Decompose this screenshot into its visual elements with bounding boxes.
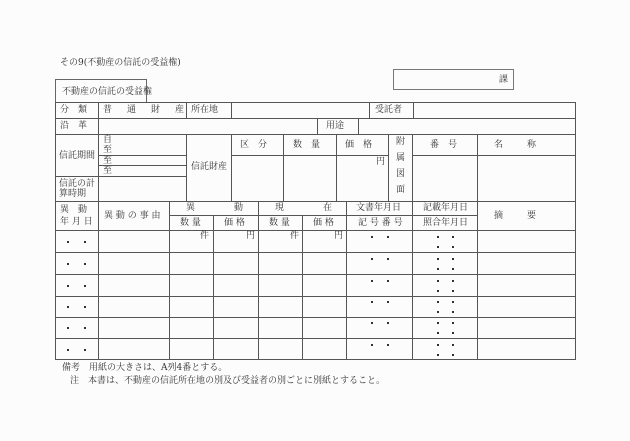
yen-unit-1: 円 bbox=[246, 231, 256, 241]
calc-period-label-1: 信託の計 bbox=[59, 179, 96, 189]
table-row[interactable] bbox=[56, 275, 575, 296]
tab-label: 不動産の信託の受益権 bbox=[62, 87, 153, 97]
tab-label-box bbox=[55, 79, 153, 102]
location-label: 所在地 bbox=[191, 105, 219, 115]
change-date-label-1: 異 動 bbox=[60, 205, 88, 215]
trustee-label: 受託者 bbox=[375, 105, 403, 115]
classification-label: 分 類 bbox=[60, 105, 88, 115]
attached-char-4: 面 bbox=[396, 185, 406, 195]
instruction-note: 注 本書は、不動産の信託所在地の別及び受益者の別ごとに別紙とすること。 bbox=[70, 376, 386, 386]
doc-number-header: 記 号 番 号 bbox=[358, 218, 403, 228]
history-field[interactable] bbox=[99, 119, 316, 134]
period-to-1: 至 bbox=[103, 145, 113, 155]
current-group-header: 現 在 bbox=[275, 203, 336, 213]
form-title: その9(不動産の信託の受益権) bbox=[60, 58, 181, 68]
section-box[interactable] bbox=[393, 69, 514, 90]
calc-period-field[interactable] bbox=[99, 177, 186, 201]
change-quantity-header: 数 量 bbox=[180, 218, 201, 228]
trust-property-label: 信託財産 bbox=[191, 162, 228, 172]
table-row[interactable] bbox=[56, 231, 575, 252]
count-unit-1: 件 bbox=[200, 231, 210, 241]
trust-period-label: 信託期間 bbox=[59, 151, 96, 161]
change-price-header: 価 格 bbox=[224, 218, 245, 228]
history-label: 沿 革 bbox=[60, 121, 88, 131]
period-to-3: 至 bbox=[103, 166, 113, 176]
table-row[interactable] bbox=[56, 297, 575, 317]
yen-unit: 円 bbox=[376, 157, 386, 167]
entry-date-header: 記載年月日 bbox=[423, 203, 469, 213]
category-header: 区 分 bbox=[240, 140, 268, 150]
number-header: 番 号 bbox=[430, 140, 458, 150]
table-row[interactable] bbox=[56, 253, 575, 274]
attached-char-3: 図 bbox=[396, 169, 406, 179]
change-group-header: 異 動 bbox=[186, 203, 247, 213]
usage-label: 用途 bbox=[326, 121, 345, 131]
change-reason-header: 異 動 の 事 由 bbox=[104, 211, 161, 221]
change-date-label-2: 年 月 日 bbox=[60, 217, 93, 227]
calc-period-label-2: 算時期 bbox=[59, 189, 87, 199]
current-quantity-header: 数 量 bbox=[269, 218, 290, 228]
yen-unit-2: 円 bbox=[334, 231, 344, 241]
check-date-header: 照合年月日 bbox=[423, 218, 469, 228]
count-unit-2: 件 bbox=[290, 231, 300, 241]
period-from: 自 bbox=[103, 135, 113, 145]
current-price-header: 価 格 bbox=[313, 218, 334, 228]
quantity-header: 数 量 bbox=[293, 140, 321, 150]
attached-char-2: 属 bbox=[396, 153, 406, 163]
section-label: 課 bbox=[498, 75, 508, 85]
table-row[interactable] bbox=[56, 318, 575, 338]
price-header: 価 格 bbox=[345, 140, 373, 150]
attached-char-1: 附 bbox=[396, 137, 406, 147]
location-field[interactable] bbox=[232, 103, 368, 118]
period-to-2: 至 bbox=[103, 156, 113, 166]
trustee-field[interactable] bbox=[414, 103, 575, 118]
usage-field[interactable] bbox=[359, 119, 575, 134]
table-row[interactable] bbox=[56, 339, 575, 359]
doc-date-header: 文書年月日 bbox=[356, 203, 402, 213]
classification-value: 普 通 財 産 bbox=[103, 105, 188, 115]
name-header: 名 称 bbox=[494, 140, 539, 150]
remark-note: 備考 用紙の大きさは、A列4番とする。 bbox=[62, 363, 228, 373]
summary-header: 摘 要 bbox=[494, 211, 539, 221]
